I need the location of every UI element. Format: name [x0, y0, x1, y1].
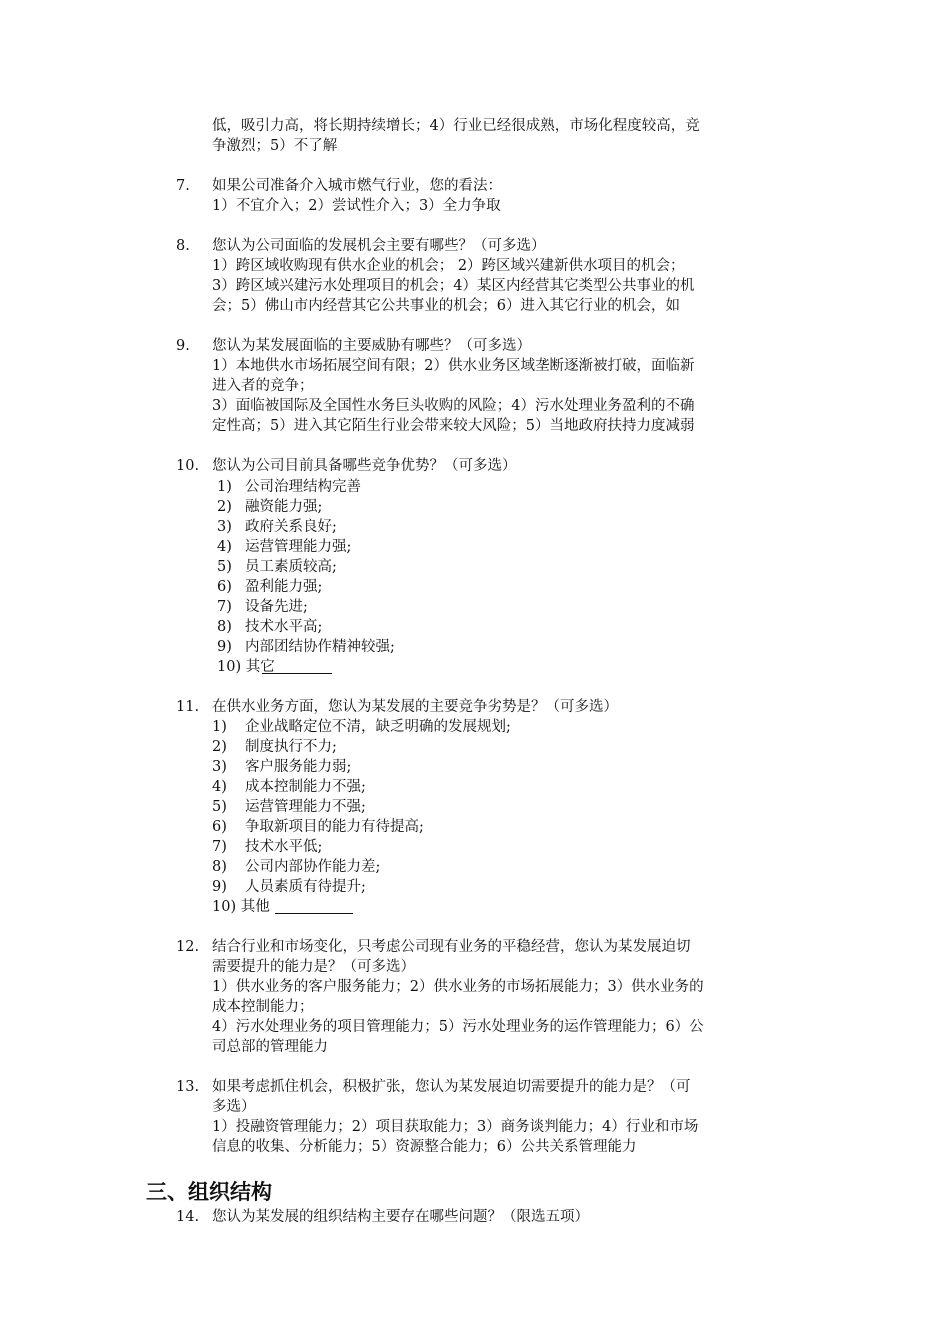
- question-12-number: 12.: [176, 939, 200, 955]
- section-heading: 三、组织结构: [146, 1180, 272, 1204]
- option-number: 6): [212, 819, 227, 835]
- question-13-line-1: 如果考虑抓住机会，积极扩张，您认为某发展迫切需要提升的能力是？（可: [212, 1079, 691, 1095]
- option-text: 设备先进;: [245, 599, 308, 615]
- option-number: 7): [217, 599, 232, 615]
- option-number: 4): [212, 779, 227, 795]
- option-text: 争取新项目的能力有待提高;: [245, 819, 424, 835]
- option-number: 6): [217, 579, 232, 595]
- question-9-line-4: 定性高；5）进入其它陌生行业会带来较大风险；5）当地政府扶持力度减弱: [212, 418, 695, 434]
- question-14-number: 14.: [176, 1209, 200, 1225]
- option-text: 人员素质有待提升;: [245, 879, 366, 895]
- option-number: 5): [217, 559, 232, 575]
- question-10-text: 您认为公司目前具备哪些竞争优势？（可多选）: [212, 458, 517, 474]
- option-number: 7): [212, 839, 227, 855]
- question-13-number: 13.: [176, 1079, 200, 1095]
- question-8-line-2: 3）跨区域兴建污水处理项目的机会；4）某区内经营其它类型公共事业的机: [212, 278, 695, 294]
- option-text: 公司内部协作能力差;: [245, 859, 381, 875]
- option-text: 企业战略定位不清，缺乏明确的发展规划;: [245, 719, 511, 735]
- question-12-line-3: 1）供水业务的客户服务能力；2）供水业务的市场拓展能力；3）供水业务的: [212, 979, 704, 995]
- question-8-line-1: 1）跨区域收购现有供水企业的机会； 2）跨区域兴建新供水项目的机会；: [212, 258, 685, 274]
- question-12-line-4: 成本控制能力；: [212, 999, 314, 1015]
- question-12-line-5: 4）污水处理业务的项目管理能力；5）污水处理业务的运作管理能力；6）公: [212, 1019, 704, 1035]
- option-number: 5): [212, 799, 227, 815]
- question-9-line-2: 进入者的竞争；: [212, 378, 314, 394]
- option-text: 员工素质较高;: [245, 559, 337, 575]
- option-text: 公司治理结构完善: [245, 479, 361, 495]
- option-number: 4): [217, 539, 232, 555]
- fill-in-blank[interactable]: [262, 659, 332, 674]
- question-12-line-6: 司总部的管理能力: [212, 1039, 328, 1055]
- option-number: 3): [212, 759, 227, 775]
- question-13-line-4: 信息的收集、分析能力；5）资源整合能力；6）公共关系管理能力: [212, 1139, 637, 1155]
- option-number: 2): [212, 739, 227, 755]
- option-number: 3): [217, 519, 232, 535]
- option-text: 制度执行不力;: [245, 739, 337, 755]
- question-10-number: 10.: [176, 458, 200, 474]
- fill-in-blank[interactable]: [275, 899, 353, 914]
- option-number: 1): [212, 719, 227, 735]
- question-9-line-3: 3）面临被国际及全国性水务巨头收购的风险；4）污水处理业务盈利的不确: [212, 398, 695, 414]
- question-8-line-3: 会；5）佛山市内经营其它公共事业的机会；6）进入其它行业的机会，如: [212, 298, 680, 314]
- question-12-line-1: 结合行业和市场变化，只考虑公司现有业务的平稳经营，您认为某发展迫切: [212, 939, 691, 955]
- question-9-line-1: 1）本地供水市场拓展空间有限；2）供水业务区域垄断逐渐被打破，面临新: [212, 358, 695, 374]
- question-8-text: 您认为公司面临的发展机会主要有哪些？（可多选）: [212, 238, 546, 254]
- option-text: 成本控制能力不强;: [245, 779, 366, 795]
- option-text: 技术水平低;: [245, 839, 323, 855]
- option-number: 9): [217, 639, 232, 655]
- option-number: 9): [212, 879, 227, 895]
- question-13-line-2: 多选）: [212, 1099, 256, 1115]
- option-text: 盈利能力强;: [245, 579, 323, 595]
- intro-line-1: 低，吸引力高，将长期持续增长；4）行业已经很成熟，市场化程度较高，竞: [212, 118, 700, 134]
- question-8-number: 8.: [176, 238, 190, 254]
- option-text: 技术水平高;: [245, 619, 323, 635]
- option-number: 2): [217, 499, 232, 515]
- question-11-number: 11.: [176, 699, 200, 715]
- option-number: 1): [217, 479, 232, 495]
- question-9-number: 9.: [176, 338, 190, 354]
- option-text: 运营管理能力不强;: [245, 799, 366, 815]
- question-14-text: 您认为某发展的组织结构主要存在哪些问题？（限选五项）: [212, 1209, 589, 1225]
- option-text: 内部团结协作精神较强;: [245, 639, 395, 655]
- option-text: 运营管理能力强;: [245, 539, 352, 555]
- intro-line-2: 争激烈；5）不了解: [212, 138, 338, 154]
- option-text: 政府关系良好;: [245, 519, 337, 535]
- question-12-line-2: 需要提升的能力是？（可多选）: [212, 959, 415, 975]
- option-text: 客户服务能力弱;: [245, 759, 352, 775]
- question-9-text: 您认为某发展面临的主要威胁有哪些？（可多选）: [212, 338, 531, 354]
- option-other-label: 10) 其他: [212, 899, 270, 915]
- question-11-text: 在供水业务方面，您认为某发展的主要竞争劣势是？（可多选）: [212, 699, 618, 715]
- option-number: 8): [217, 619, 232, 635]
- option-number: 8): [212, 859, 227, 875]
- option-text: 融资能力强;: [245, 499, 323, 515]
- question-13-line-3: 1）投融资管理能力；2）项目获取能力；3）商务谈判能力；4）行业和市场: [212, 1119, 699, 1135]
- question-7-text: 如果公司准备介入城市燃气行业，您的看法：: [212, 178, 502, 194]
- option-other-label: 10) 其它: [217, 659, 275, 675]
- question-7-number: 7.: [176, 178, 190, 194]
- question-7-options: 1）不宜介入；2）尝试性介入；3）全力争取: [212, 198, 501, 214]
